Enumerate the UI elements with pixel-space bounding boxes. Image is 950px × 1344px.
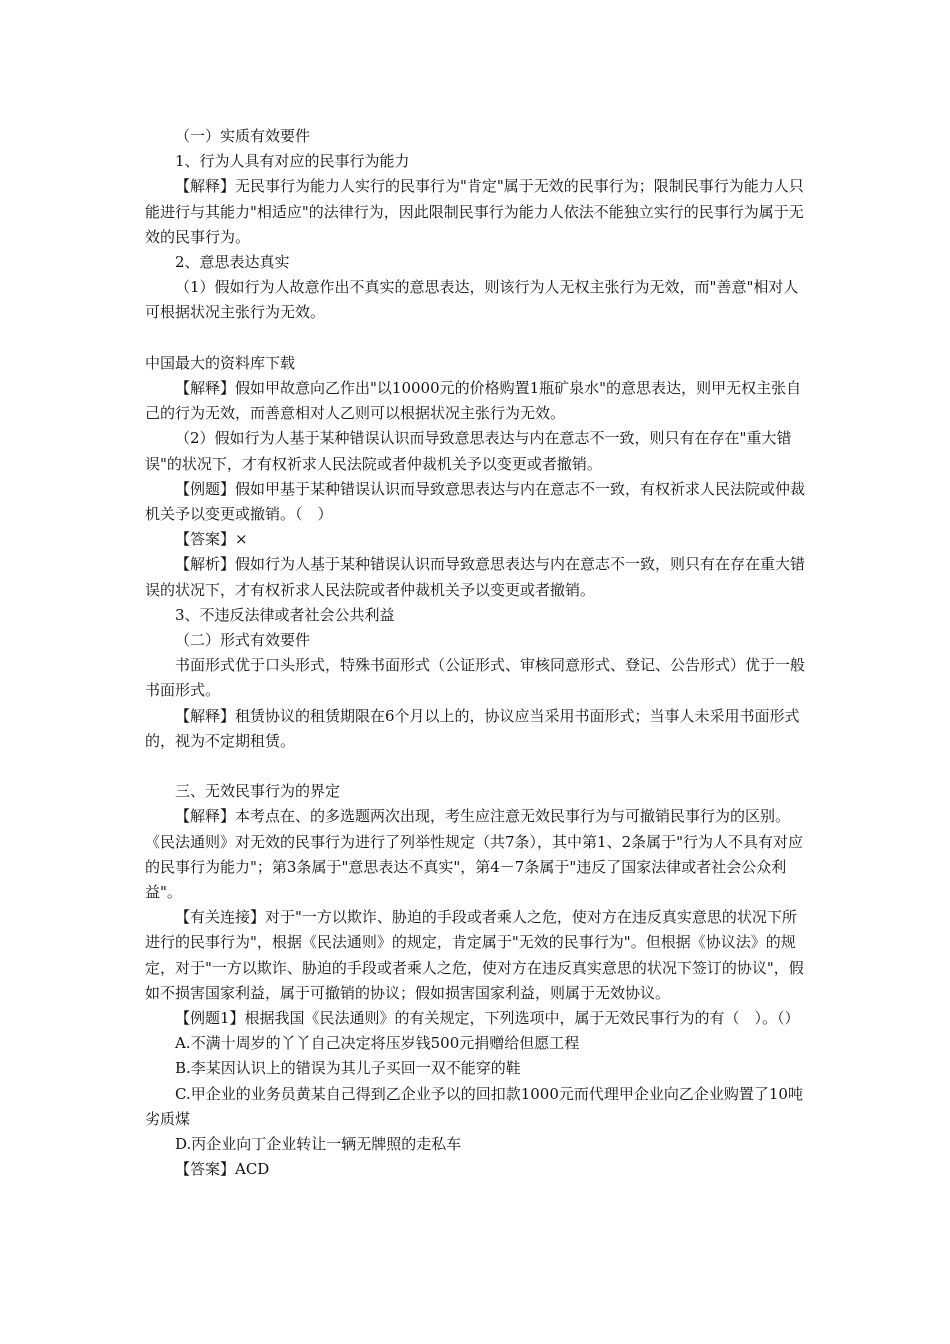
item-capacity: 1、行为人具有对应的民事行为能力 (175, 152, 410, 171)
explanation-intent-1: 【解释】假如甲故意向乙作出"以10000元的价格购置1瓶矿泉水"的意思表达，则甲无权主张自己的行为无效，而善意相对人乙则可以根据状况主张行为无效。 (145, 379, 802, 423)
blank-line (145, 754, 805, 779)
document-body (145, 124, 805, 1183)
formal-priority: 书面形式优于口头形式，特殊书面形式（公证形式、审核同意形式、登记、公告形式）优于一般书面形式。 (145, 656, 806, 700)
example1-option-a: A.不满十周岁的丫丫自己决定将压岁钱500元捐赠给但愿工程 (175, 1034, 580, 1053)
example-analysis: 【解析】假如行为人基于某种错误认识而导致意思表达与内在意志不一致，则只有在存在重大错误的状况下，才有权祈求人民法院或者仲裁机关予以变更或者撤销。 (145, 555, 806, 599)
subitem-intent-2: （2）假如行为人基于某种错误认识而导致意思表达与内在意志不一致，则只有在存在"重大错误"的状况下，才有权祈求人民法院或者仲裁机关予以变更或者撤销。 (145, 429, 792, 473)
heading-formal-requirements: （二）形式有效要件 (175, 631, 311, 650)
explanation-invalid-acts: 【解释】本考点在、的多选题两次出现，考生应注意无效民事行为与可撤销民事行为的区别。《民法通则》对无效的民事行为进行了列举性规定（共7条），其中第1、2条属于"行为人不具有对应的民事行为能力"；第3条属于"意思表达不真实"，第4－7条属于"违反了国家法律或者社会公众利益"。 (145, 807, 804, 902)
example1-answer: 【答案】ACD (175, 1160, 270, 1179)
example1-option-b: B.李某因认识上的错误为其儿子买回一双不能穿的鞋 (175, 1059, 521, 1078)
blank-line (145, 326, 805, 351)
heading-invalid-acts: 三、无效民事行为的界定 (175, 782, 341, 801)
example-answer: 【答案】× (175, 530, 248, 549)
related-link: 【有关连接】对于"一方以欺诈、胁迫的手段或者乘人之危，使对方在违反真实意思的状况下所进行的民事行为"，根据《民法通则》的规定，肯定属于"无效的民事行为"。但根据《协议法》的规定，对于"一方以欺诈、胁迫的手段或者乘人之危，使对方在违反真实意思的状况下签订的协议"，假如不损害国家利益，属于可撤销的协议；假如损害国家利益，则属于无效协议。 (145, 908, 804, 1002)
heading-substantive-requirements: （一）实质有效要件 (175, 127, 311, 145)
example-question: 【例题】假如甲基于某种错误认识而导致意思表达与内在意志不一致，有权祈求人民法院或仲裁机关予以变更或撤销。（ ） (145, 479, 806, 524)
example1-option-d: D.丙企业向丁企业转让一辆无牌照的走私车 (175, 1135, 462, 1154)
example1-question: 【例题1】根据我国《民法通则》的有关规定，下列选项中，属于无效民事行为的有（ ）。（） (175, 1009, 800, 1028)
item-true-intent: 2、意思表达真实 (175, 253, 290, 272)
example1-option-c: C.甲企业的业务员黄某自己得到乙企业予以的回扣款1000元而代理甲企业向乙企业购置了10吨劣质煤 (145, 1084, 803, 1128)
explanation-lease: 【解释】租赁协议的租赁期限在6个月以上的，协议应当采用书面形式；当事人未采用书面形式的，视为不定期租赁。 (145, 706, 800, 750)
watermark-line: 中国最大的资料库下载 (145, 353, 296, 372)
item-public-interest: 3、不违反法律或者社会公共利益 (175, 605, 395, 624)
subitem-intent-1: （1）假如行为人故意作出不真实的意思表达，则该行为人无权主张行为无效，而"善意"相对人可根据状况主张行为无效。 (145, 278, 799, 322)
explanation-capacity: 【解释】无民事行为能力人实行的民事行为"肯定"属于无效的民事行为；限制民事行为能力人只能进行与其能力"相适应"的法律行为，因此限制民事行为能力人依法不能独立实行的民事行为属于无效的民事行为。 (145, 177, 804, 246)
